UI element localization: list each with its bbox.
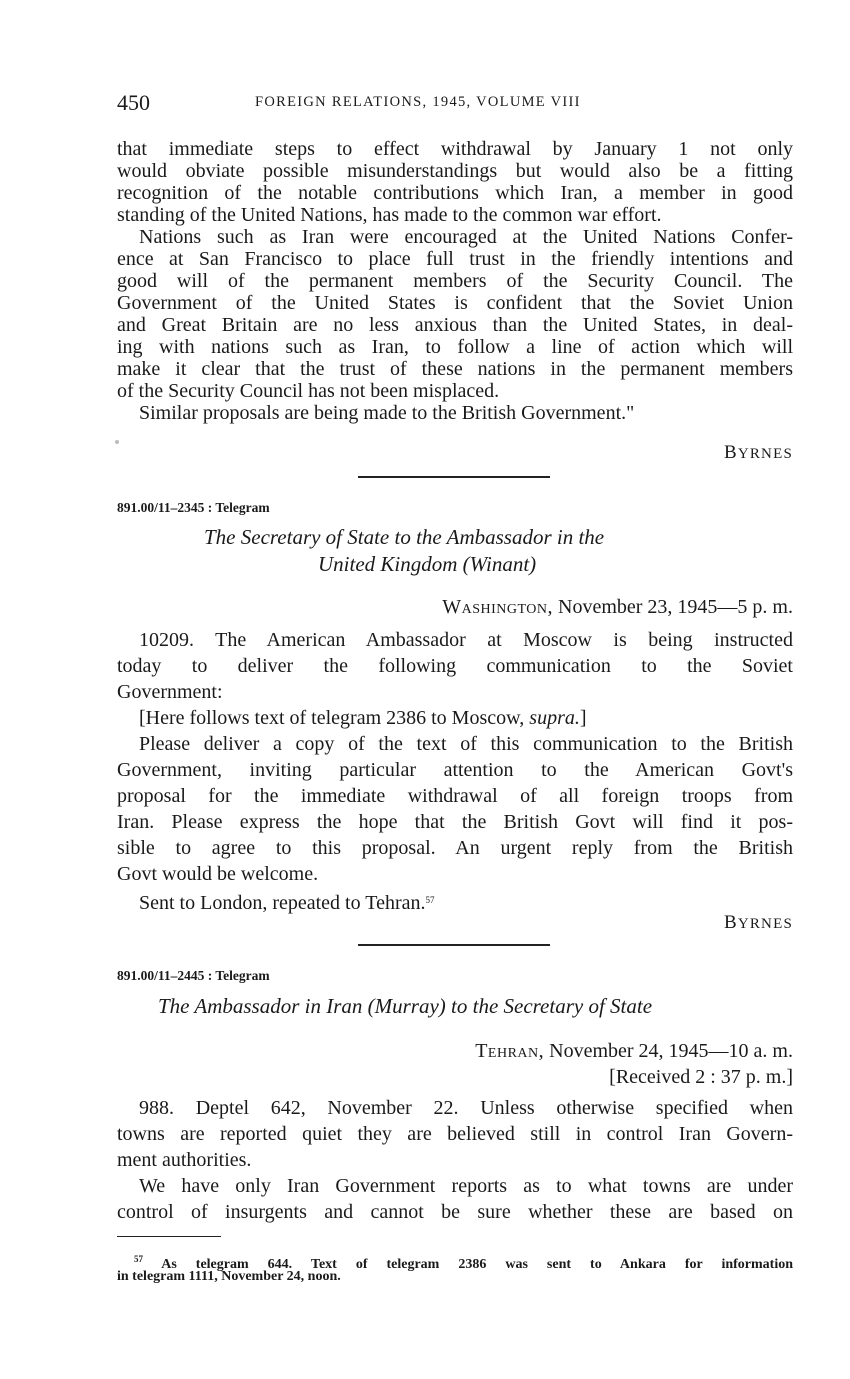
print-smudge xyxy=(115,440,119,444)
body-line: today to deliver the following communication to the Soviet xyxy=(117,655,793,677)
body-line: recognition of the notable contributions which Iran, a member in good xyxy=(117,182,793,204)
body-line: that immediate steps to effect withdrawal by January 1 not only xyxy=(117,138,793,160)
body-line: ence at San Francisco to place full trust in the friendly intentions and xyxy=(117,248,793,270)
dateline-place: Tehran, xyxy=(475,1040,545,1062)
dateline-place: Washington, xyxy=(442,596,554,618)
body-line xyxy=(117,887,793,916)
signature: BYRNES xyxy=(723,912,793,933)
body-line: control of insurgents and cannot be sure whether these are based on xyxy=(117,1201,793,1223)
body-line: good will of the permanent members of the Security Council. The xyxy=(117,270,793,292)
footnote-text: As telegram 644. Text of telegram 2386 was sent to Ankara for information xyxy=(143,1257,793,1272)
body-line xyxy=(117,705,793,731)
dateline xyxy=(475,1040,793,1063)
page-number: 450 xyxy=(117,90,150,115)
footnote-reference: 57 xyxy=(425,895,435,905)
file-reference: 891.00/11–2345 : Telegram xyxy=(117,500,270,515)
body-line: Government of the United States is confident that the Soviet Union xyxy=(117,292,793,314)
body-line: proposal for the immediate withdrawal of all foreign troops from xyxy=(117,785,793,807)
dateline-date: November 23, 1945—5 p. m. xyxy=(553,596,793,618)
body-line: sible to agree to this proposal. An urgent reply from the British xyxy=(117,837,793,859)
signature: BYRNES xyxy=(723,442,793,463)
body-line: Govt would be welcome. xyxy=(117,863,319,885)
received-time: [Received 2 : 37 p. m.] xyxy=(609,1066,793,1088)
body-line: ment authorities. xyxy=(117,1149,252,1171)
dateline xyxy=(442,596,793,619)
footnote-line: in telegram 1111, November 24, noon. xyxy=(117,1269,341,1284)
dateline-date: November 24, 1945—10 a. m. xyxy=(544,1040,793,1062)
running-title: FOREIGN RELATIONS, 1945, VOLUME VIII xyxy=(255,94,581,110)
body-line: Nations such as Iran were encouraged at the United Nations Confer- xyxy=(139,226,793,248)
document-heading: United Kingdom (Winant) xyxy=(318,552,537,576)
body-line: Government, inviting particular attention to the American Govt's xyxy=(117,759,793,781)
footnote-divider xyxy=(117,1236,221,1237)
body-line: 10209. The American Ambassador at Moscow is being instructed xyxy=(139,629,793,651)
body-line: We have only Iran Government reports as to what towns are under xyxy=(139,1175,793,1197)
body-line: Government: xyxy=(117,681,223,703)
body-line: towns are reported quiet they are believed still in control Iran Govern- xyxy=(117,1123,793,1145)
document-heading: The Secretary of State to the Ambassador in the xyxy=(204,525,605,549)
body-text: ] xyxy=(579,707,587,729)
body-line: Please deliver a copy of the text of this communication to the British xyxy=(139,733,793,755)
document-heading: The Ambassador in Iran (Murray) to the Secretary of State xyxy=(158,994,653,1018)
supra-text: supra. xyxy=(529,707,580,729)
body-line: would obviate possible misunderstandings but would also be a fitting xyxy=(117,160,793,182)
body-line: make it clear that the trust of these nations in the permanent members xyxy=(117,358,793,380)
body-text: [Here follows text of telegram 2386 to Moscow, xyxy=(139,707,530,729)
body-line: and Great Britain are no less anxious than the United States, in deal- xyxy=(117,314,793,336)
section-divider xyxy=(358,944,550,946)
section-divider xyxy=(358,476,550,478)
body-line: ing with nations such as Iran, to follow a line of action which will xyxy=(117,336,793,358)
body-line: Similar proposals are being made to the British Government." xyxy=(139,402,635,424)
body-line: standing of the United Nations, has made to the common war effort. xyxy=(117,204,662,226)
footnote-marker: 57 xyxy=(134,1254,143,1264)
file-reference: 891.00/11–2445 : Telegram xyxy=(117,968,270,983)
body-line: Iran. Please express the hope that the British Govt will find it pos- xyxy=(117,811,793,833)
body-line: 988. Deptel 642, November 22. Unless otherwise specified when xyxy=(139,1097,793,1119)
body-line: of the Security Council has not been misplaced. xyxy=(117,380,500,402)
body-text: Sent to London, repeated to Tehran. xyxy=(139,892,426,914)
